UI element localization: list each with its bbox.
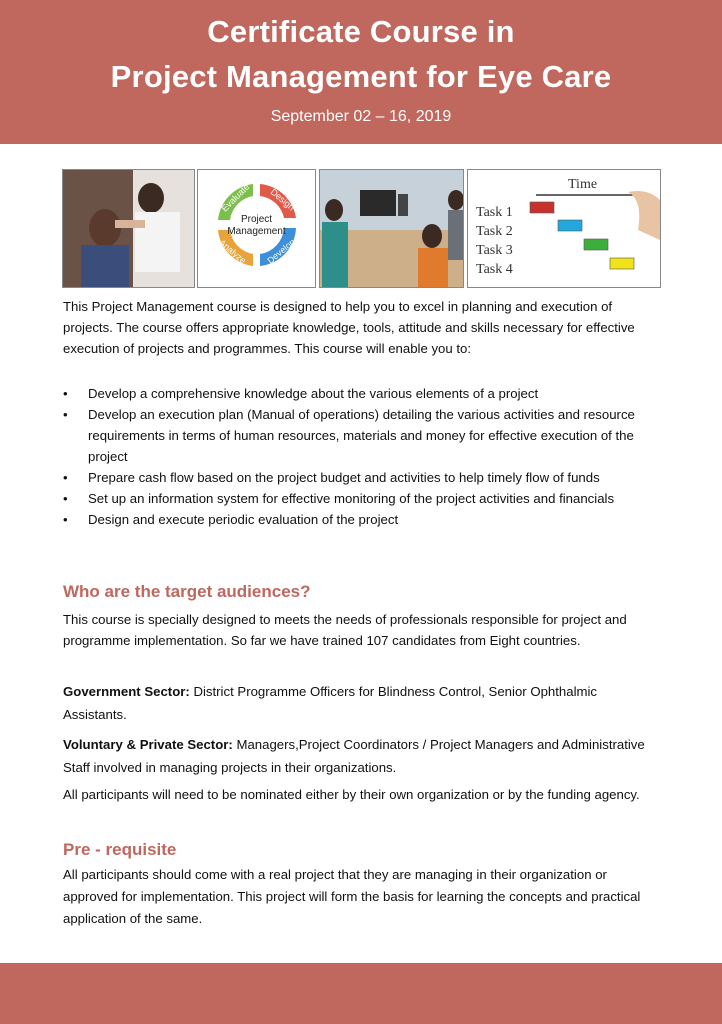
cycle-step-evaluate: Evaluate	[219, 181, 252, 214]
cycle-step-design: Design	[268, 186, 297, 213]
course-intro: This Project Management course is designed to help you to excel in planning and execution of projects. The course offers appropriate knowledge, tools, attitude and skills necessary for effective execution of projects and programmes. This course will enable you to:	[63, 299, 635, 356]
title-line-2: Project Management for Eye Care	[110, 59, 612, 94]
project-management-cycle	[197, 169, 316, 288]
cycle-center-line-2: Management	[227, 226, 286, 237]
gantt-time-label: Time	[568, 177, 598, 192]
voluntary-sector-label: Voluntary & Private Sector:	[63, 737, 233, 752]
target-audience-heading: Who are the target audiences?	[63, 582, 311, 601]
gantt-chart-image	[467, 169, 661, 288]
voluntary-sector-text: Managers,Project Coordinators / Project Managers and Administrative Staff involved in managing projects in their organizations.	[63, 737, 645, 775]
objective-item: • Prepare cash flow based on the project budget and activities to help timely flow of funds	[63, 467, 663, 488]
objective-item: • Develop an execution plan (Manual of operations) detailing the various activities and resource requirements in terms of human resources, materials and money for effective execution of the project	[63, 404, 663, 467]
objective-item: • Set up an information system for effective monitoring of the project activities and financials	[63, 488, 663, 509]
prerequisite-text: All participants should come with a real project that they are managing in their organization or approved for implementation. This project will form the basis for learning the concepts and practical application of the same.	[63, 867, 641, 926]
gantt-task-1: Task 1	[476, 205, 513, 220]
cycle-step-analyze: Analyze	[217, 237, 249, 266]
government-sector-label: Government Sector:	[63, 684, 190, 699]
course-objectives-list	[63, 383, 663, 530]
objective-item: • Develop a comprehensive knowledge about the various elements of a project	[63, 383, 663, 404]
title-line-1: Certificate Course in	[207, 14, 515, 49]
voluntary-private-sector	[63, 733, 663, 779]
prerequisite-heading: Pre - requisite	[63, 840, 177, 859]
course-dates: September 02 – 16, 2019	[270, 108, 452, 125]
eye-exam-photo	[62, 169, 195, 288]
cycle-center-line-1: Project	[240, 214, 273, 225]
header-banner	[0, 0, 722, 144]
gantt-task-2: Task 2	[476, 224, 513, 239]
nomination-note: All participants will need to be nominated either by their own organization or by the funding agency.	[63, 787, 640, 802]
government-sector-text: District Programme Officers for Blindness Control, Senior Ophthalmic Assistants.	[63, 684, 598, 722]
government-sector	[63, 680, 663, 726]
cycle-step-develop: Develop	[265, 236, 298, 266]
gantt-task-3: Task 3	[476, 243, 513, 258]
footer-band	[0, 963, 722, 1024]
office-photo	[319, 169, 464, 288]
objective-item: • Design and execute periodic evaluation of the project	[63, 509, 663, 530]
target-audience-text: This course is specially designed to meets the needs of professionals responsible for project and programme implementation. So far we have trained 107 candidates from Eight countries.	[63, 612, 627, 648]
gantt-task-4: Task 4	[476, 262, 513, 277]
